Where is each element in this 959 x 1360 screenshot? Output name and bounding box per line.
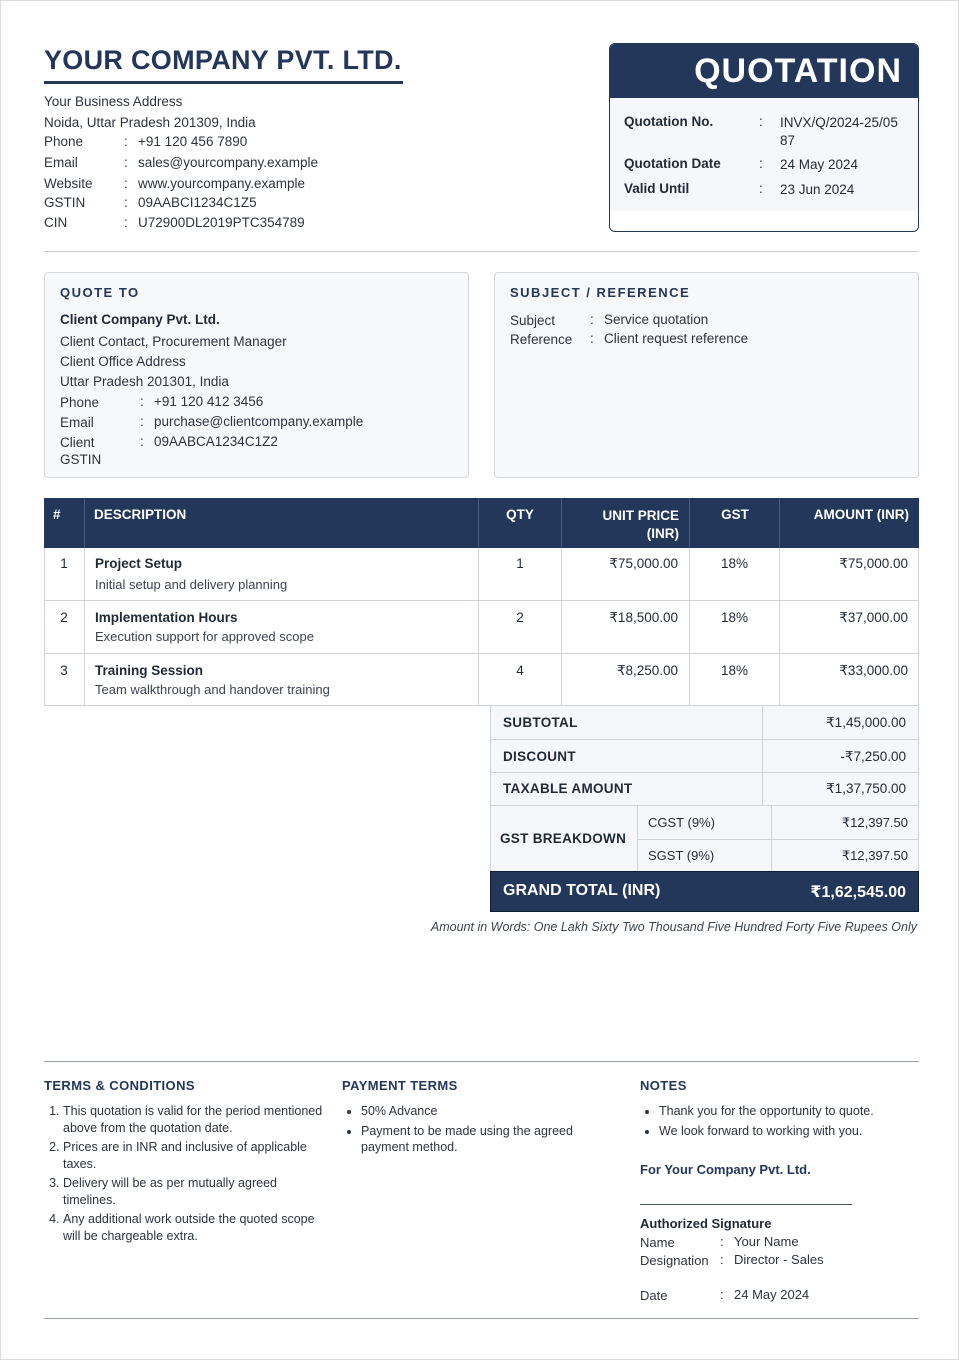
- notes-title: NOTES: [640, 1078, 687, 1093]
- cgst-value: ₹12,397.50: [841, 815, 908, 830]
- quotation-page: YOUR COMPANY PVT. LTD. Your Business Address Noida, Uttar Pradesh 201309, India Phone : +91 120 456 7890 Email : sales@yourcompany.example Website : www.yourcompany.example GSTIN : 09AABCI1234C1Z5 CIN : U72900DL2019PTC354789 QUOTATION Quotation No. : INVX/Q/2024-25/0587 Quotation Date : 24 May 2024 Valid Until : 23 Jun 2024 QUOTE TO Client Company Pvt. Ltd. Client Contact, Procurement Manager Client Office Address Uttar Pradesh 201301, India Phone : +91 120 412 3456 Email : purchase@clientcompany.example Client GSTIN : 09AABCA1234C1Z2 SUBJECT / REFERENCE Subject : Service quotation Reference : Client request reference # DESCRIPTION QTY UNIT PRICE (INR) GST AMOUNT (INR) 1 Project Setup Initial setup and delivery planning 1 ₹75,000.00 18% ₹75,000.00 2 Implementation Hours Execution support for approved scope 2 ₹18,500.00 18% ₹37,000.00 3 Training Session Team walkthrough and handover training 4 ₹8,250.00 18% ₹33,000.00 SUBTOTAL ₹1,45,000.00 DISCOUNT -₹7,250.00 TAXABLE AMOUNT ₹1,37,750.00 GST BREAKDOWN CGST (9%) ₹12,397.50 SGST (9%) ₹12,397.50 GRAND TOTAL (INR) ₹1,62,545.00 Amount in Words: One Lakh Sixty Two Thousand Five Hundred Forty Five Rupees Only TERMS & CONDITIONS 1. This quotation is valid for the period mentioned above from the quotation date. 2. Prices are in INR and inclusive of applicable taxes. 3. Delivery will be as per mutually agreed timelines. 4. Any additional work outside the quoted scope will be chargeable extra. PAYMENT TERMS • 50% Advance • Payment to be made using the agreed payment method. NOTES • Thank you for the opportunity to quote. • We look forward to working with you. For Your Company Pvt. Ltd. Authorized Signature Name : Your Name Designation : Director - Sales Date : 24 May 2024: [0, 0, 959, 1360]
- list-item: 4. Any additional work outside the quoted scope will be chargeable extra.: [63, 1211, 329, 1244]
- list-item: • Payment to be made using the agreed payment method.: [361, 1123, 619, 1156]
- quotation-info-box: QUOTATION Quotation No. : INVX/Q/2024-25/0587 Quotation Date : 24 May 2024 Valid Until : 23 Jun 2024: [609, 43, 919, 232]
- quote-to-panel: QUOTE TO Client Company Pvt. Ltd. Client Contact, Procurement Manager Client Office Address Uttar Pradesh 201301, India Phone : +91 120 412 3456 Email : purchase@clientcompany.example Client GSTIN : 09AABCA1234C1Z2: [44, 272, 469, 478]
- notes-list: [642, 1103, 920, 1142]
- discount-value: -₹7,250.00: [840, 749, 906, 764]
- grand-total-value: ₹1,62,545.00: [810, 884, 906, 901]
- grand-total-row: [490, 871, 919, 912]
- item-name: Training Session: [95, 663, 204, 678]
- sgst-label: SGST (9%): [648, 848, 715, 863]
- terms-list: [44, 1103, 329, 1247]
- items-table-header: [44, 498, 919, 548]
- client-contact: Client Contact, Procurement Manager: [60, 334, 287, 349]
- quote-to-title: QUOTE TO: [60, 285, 140, 300]
- item-description: Initial setup and delivery planning: [95, 577, 288, 592]
- list-item: • 50% Advance: [361, 1103, 619, 1120]
- list-item: 2. Prices are in INR and inclusive of applicable taxes.: [63, 1139, 329, 1172]
- company-underline: [44, 81, 403, 84]
- col-header-unit-price: UNIT PRICE (INR): [602, 508, 679, 541]
- list-item: 3. Delivery will be as per mutually agreed timelines.: [63, 1175, 329, 1208]
- company-address-line1: Your Business Address: [44, 94, 183, 109]
- company-address-line2: Noida, Uttar Pradesh 201309, India: [44, 115, 256, 130]
- taxable-amount-label: TAXABLE AMOUNT: [503, 781, 633, 796]
- col-header-no: #: [53, 507, 61, 522]
- subtotal-label: SUBTOTAL: [503, 715, 578, 730]
- list-item: 1. This quotation is valid for the period mentioned above from the quotation date.: [63, 1103, 329, 1136]
- subtotal-value: ₹1,45,000.00: [826, 715, 906, 730]
- signature-line: [640, 1204, 852, 1205]
- cgst-label: CGST (9%): [648, 815, 715, 830]
- footer-divider-bottom: [44, 1318, 919, 1319]
- sgst-value: ₹12,397.50: [841, 848, 908, 863]
- amount-in-words: Amount in Words: One Lakh Sixty Two Thousand Five Hundred Forty Five Rupees Only: [430, 920, 917, 934]
- terms-title: TERMS & CONDITIONS: [44, 1078, 195, 1093]
- payment-terms-list: [344, 1103, 619, 1159]
- col-header-description: DESCRIPTION: [94, 507, 187, 522]
- quotation-title: QUOTATION: [694, 52, 902, 90]
- list-item: • Thank you for the opportunity to quote.: [659, 1103, 920, 1120]
- subject-panel: SUBJECT / REFERENCE Subject : Service quotation Reference : Client request reference: [494, 272, 919, 478]
- grand-total-label: GRAND TOTAL (INR): [503, 882, 661, 899]
- footer-divider-top: [44, 1061, 919, 1062]
- col-header-qty: QTY: [506, 507, 534, 522]
- authorized-signature-title: Authorized Signature: [640, 1216, 772, 1231]
- col-header-amount: AMOUNT (INR): [813, 507, 909, 522]
- gst-breakdown-label: GST BREAKDOWN: [500, 831, 627, 846]
- client-address-line1: Client Office Address: [60, 354, 186, 369]
- taxable-amount-value: ₹1,37,750.00: [826, 781, 906, 796]
- item-description: Execution support for approved scope: [95, 629, 314, 644]
- company-name: YOUR COMPANY PVT. LTD.: [44, 45, 402, 75]
- for-company-label: For Your Company Pvt. Ltd.: [640, 1162, 811, 1177]
- item-description: Team walkthrough and handover training: [95, 682, 330, 697]
- item-name: Project Setup: [95, 556, 183, 571]
- client-company: Client Company Pvt. Ltd.: [60, 312, 220, 327]
- client-address-line2: Uttar Pradesh 201301, India: [60, 374, 229, 389]
- list-item: • We look forward to working with you.: [659, 1123, 920, 1140]
- col-header-gst: GST: [721, 507, 749, 522]
- payment-terms-title: PAYMENT TERMS: [342, 1078, 458, 1093]
- subject-title: SUBJECT / REFERENCE: [510, 285, 691, 300]
- header-divider: [44, 251, 919, 252]
- item-name: Implementation Hours: [95, 610, 238, 625]
- discount-label: DISCOUNT: [503, 749, 576, 764]
